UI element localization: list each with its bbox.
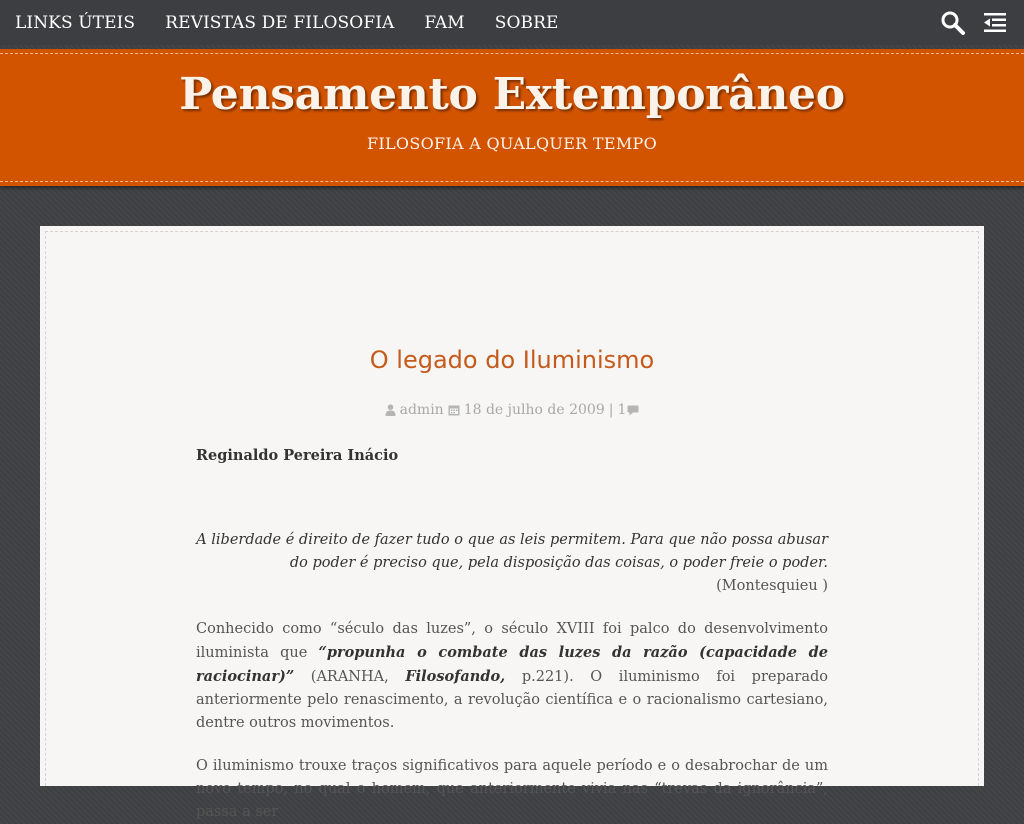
nav-tools — [926, 8, 1010, 38]
post-content — [196, 444, 828, 824]
paragraph-1-text-c: (ARANHA, — [294, 669, 406, 685]
paragraph-1 — [196, 618, 828, 735]
site-header — [0, 49, 1024, 186]
calendar-icon — [448, 404, 460, 416]
quote-line-2: do poder é preciso que, pela disposição das coisas, o poder freie o poder. — [289, 555, 828, 571]
post-comment-count[interactable]: 1 — [617, 402, 627, 418]
site-tagline: FILOSOFIA A QUALQUER TEMPO — [366, 134, 658, 153]
paragraph-1-text-a: Conhecido como “século das luzes”, o século XVIII foi palco do desenvolvimento iluminista que — [196, 621, 828, 661]
post-author-link[interactable]: admin — [399, 402, 444, 418]
header-bottom-dashed-border — [0, 181, 1024, 182]
paragraph-1-book-title: Filosofando, — [405, 668, 506, 685]
top-navigation — [0, 0, 1024, 45]
quote-line-1: A liberdade é direito de fazer tudo o que as leis permitem. Para que não possa abusar — [196, 532, 828, 548]
epigraph-quote — [196, 529, 828, 598]
post-date-link[interactable]: 18 de julho de 2009 — [463, 402, 605, 418]
meta-separator: | — [608, 402, 614, 418]
site-title[interactable]: Pensamento Extemporâneo — [179, 69, 845, 120]
post-title[interactable]: O legado do Iluminismo — [369, 346, 655, 375]
post-meta — [40, 402, 984, 418]
main-menu — [15, 0, 589, 45]
comment-icon[interactable] — [627, 405, 639, 416]
nav-item-links-uteis[interactable]: LINKS ÚTEIS — [15, 12, 136, 33]
paragraph-1-citation: “propunha o combate das luzes da razão (capacidade de raciocinar)” — [196, 644, 829, 685]
sidebar-toggle-icon — [982, 10, 1008, 36]
sidebar-toggle-button[interactable] — [980, 8, 1010, 38]
user-icon — [385, 404, 396, 416]
search-button[interactable] — [938, 8, 968, 38]
nav-item-fam[interactable]: FAM — [424, 12, 465, 33]
post-author-byline: Reginaldo Pereira Inácio — [196, 447, 399, 464]
paragraph-1-text-e: p.221). O iluminismo foi preparado anteriormente pelo renascimento, a revolução científica e o racionalismo cartesiano, dentre outros movimentos. — [196, 669, 828, 731]
post-card — [40, 226, 984, 820]
quote-source: (Montesquieu ) — [716, 578, 828, 594]
search-icon — [940, 10, 966, 36]
nav-item-sobre[interactable]: SOBRE — [494, 12, 559, 33]
header-top-dashed-border — [0, 53, 1024, 54]
paragraph-2: O iluminismo trouxe traços significativos para aquele período e o desabrochar de um novo tempo, no qual o homem, que anteriormente vivia nas “trevas da ignorância”, passa a ser — [196, 758, 828, 820]
nav-item-revistas-de-filosofia[interactable]: REVISTAS DE FILOSOFIA — [165, 12, 395, 33]
